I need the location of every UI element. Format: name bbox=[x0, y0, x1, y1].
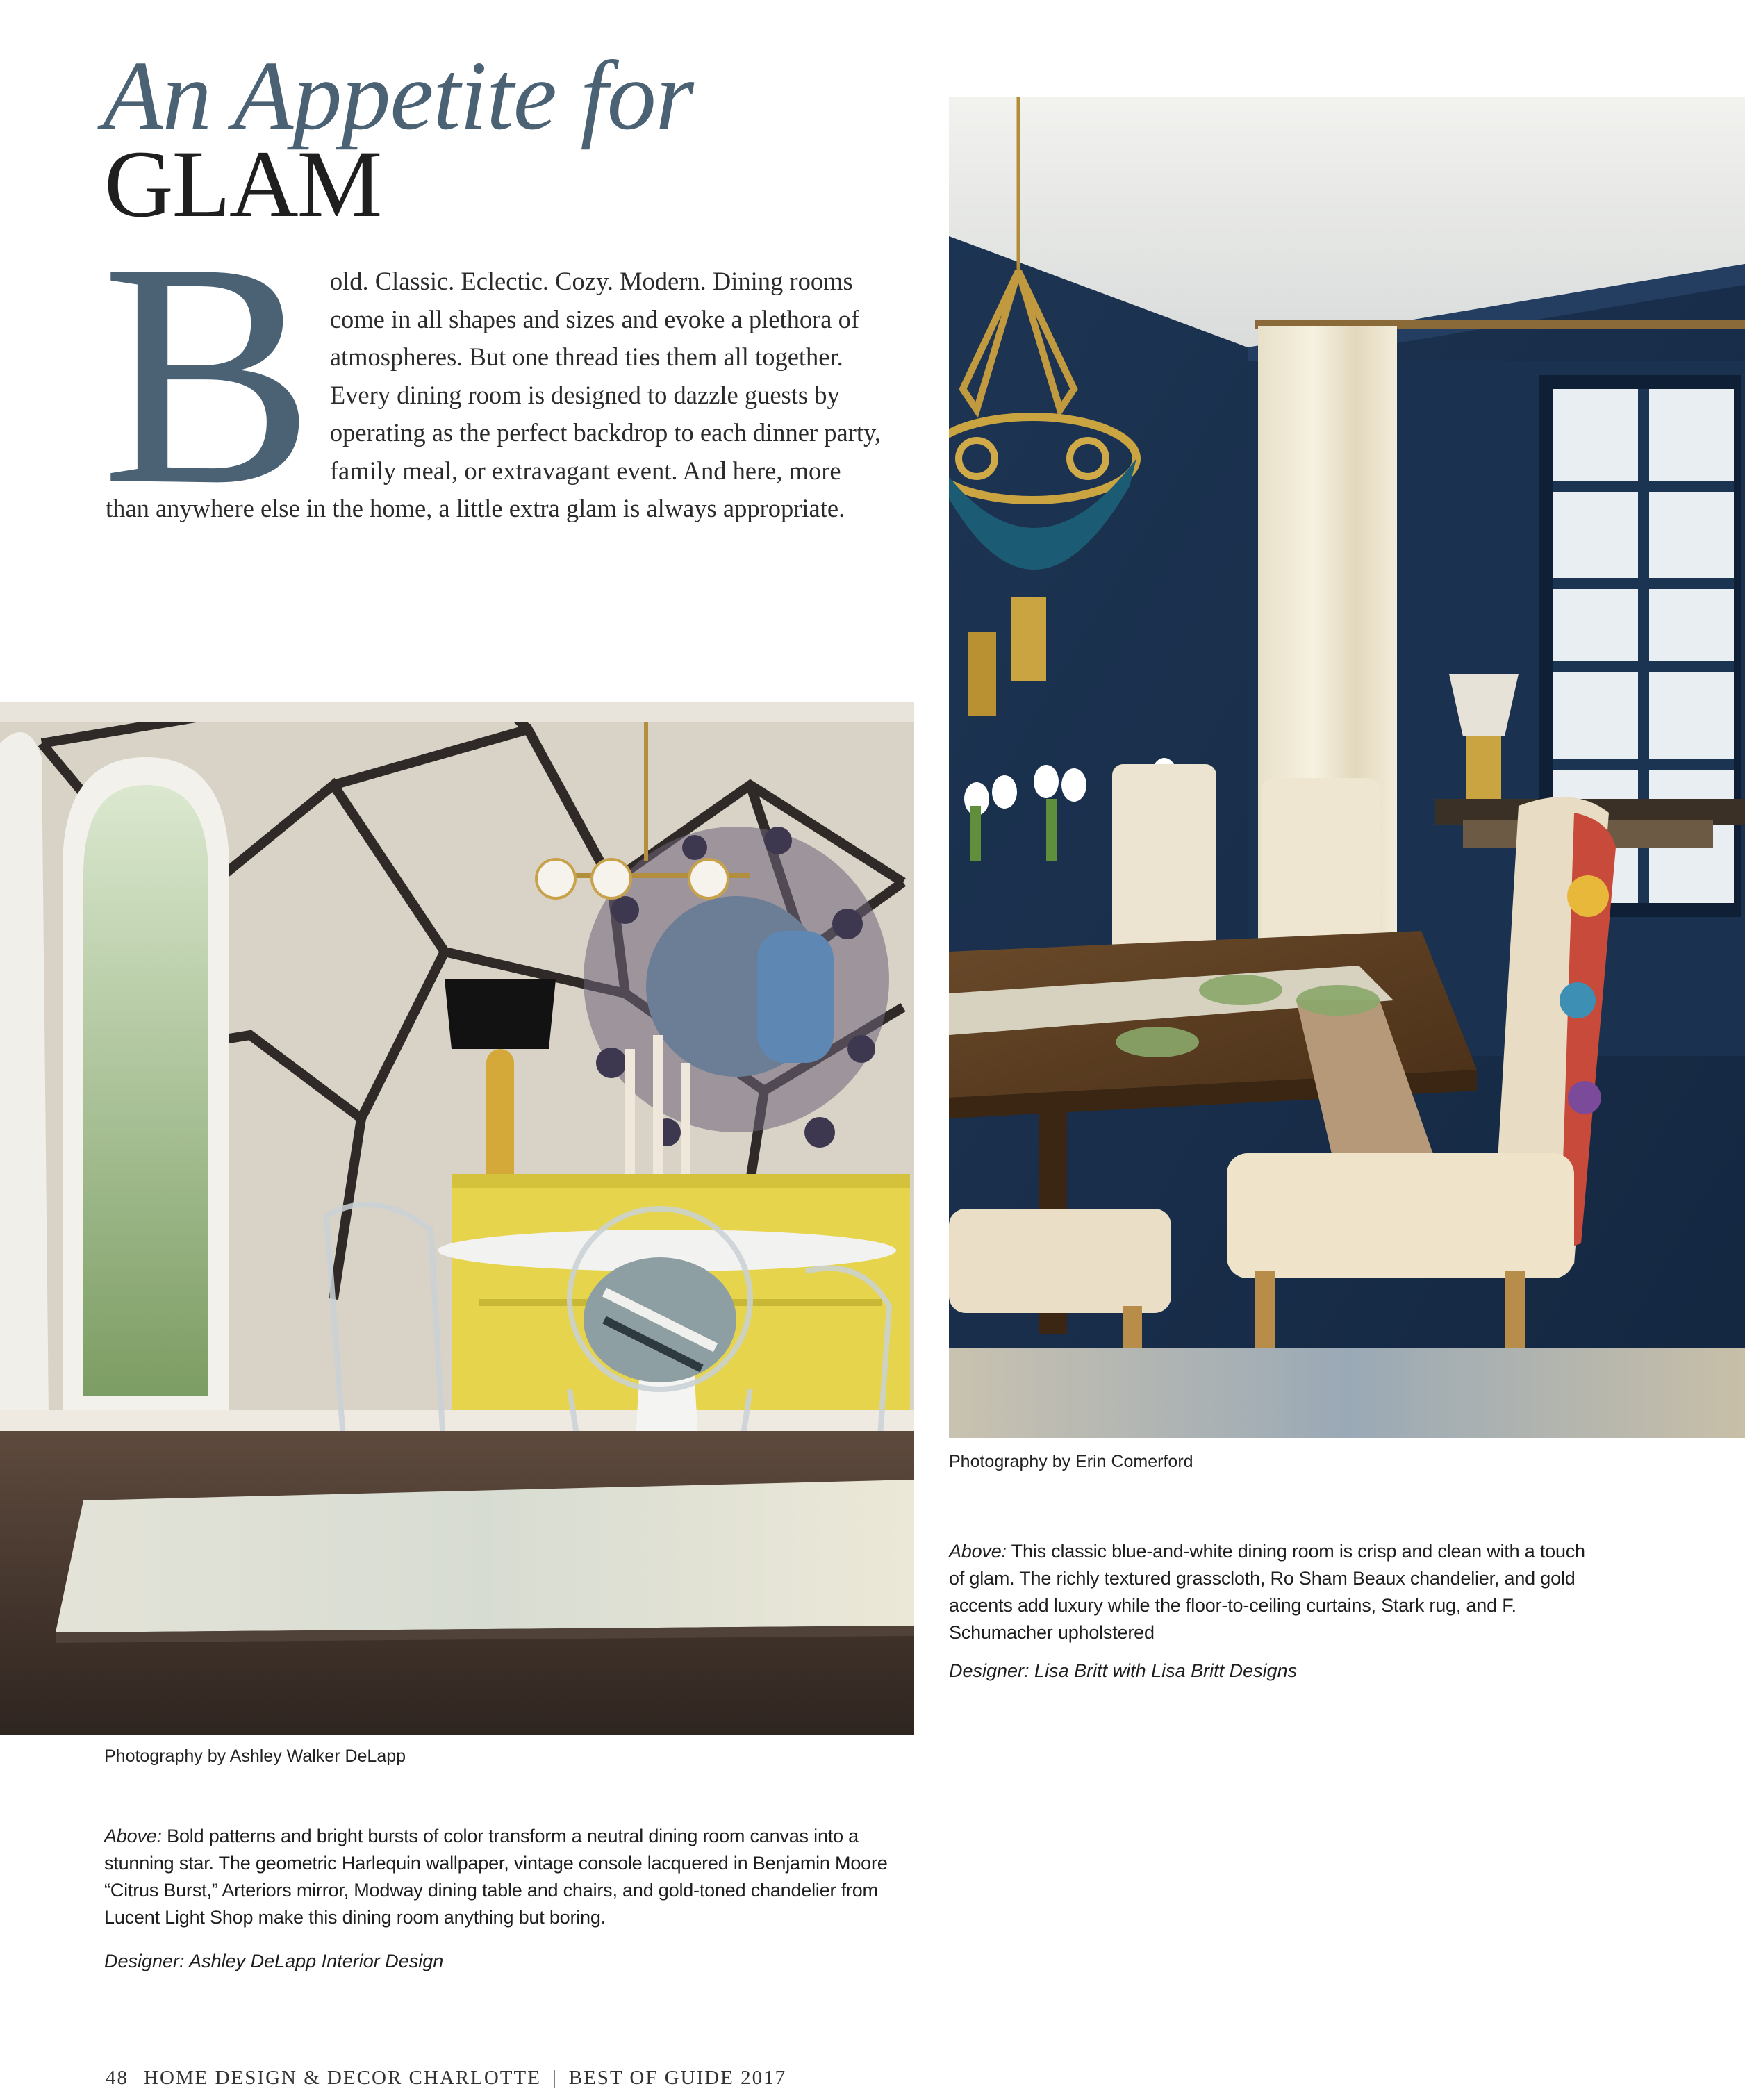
caption-text-right: This classic blue-and-white dining room is crisp and clean with a touch of glam. The richly textured grasscloth, Ro Sham Beaux chandelier, and gold accents add luxury while the floor-to-ceiling curtains, Stark rug, and F. Schumacher upholstered bbox=[949, 1541, 1585, 1643]
glam-dining-room-illustration bbox=[0, 702, 914, 1735]
designer-credit-right: Designer: Lisa Britt with Lisa Britt Designs bbox=[949, 1660, 1298, 1681]
photo-caption-right bbox=[949, 1538, 1602, 1646]
page-number: 48 bbox=[106, 2067, 129, 2089]
publication-name: HOME DESIGN & DECOR CHARLOTTE bbox=[144, 2067, 541, 2089]
photo-credit-left: Photography by Ashley Walker DeLapp bbox=[104, 1746, 406, 1766]
footer-separator: | bbox=[552, 2067, 558, 2089]
intro-text: old. Classic. Eclectic. Cozy. Modern. Dining rooms come in all shapes and sizes and evoke a plethora of atmospheres. But one thread ties them all together. Every dining room is designed to dazzle guests by operating as the perfect backdrop to each dinner party, family meal, or extravagant event. And here, more than anywhere else in the home, a little extra glam is always appropriate. bbox=[106, 267, 882, 522]
caption-lead-left: Above: bbox=[104, 1826, 162, 1846]
issue-name: BEST OF GUIDE 2017 bbox=[568, 2067, 787, 2089]
drop-cap: B bbox=[101, 197, 315, 551]
photo-credit-right: Photography by Erin Comerford bbox=[949, 1452, 1193, 1471]
intro-paragraph bbox=[101, 197, 884, 551]
photo-glam-dining-room bbox=[0, 702, 914, 1735]
article-title-line2: GLAM bbox=[104, 131, 381, 237]
caption-text-left: Bold patterns and bright bursts of color transform a neutral dining room canvas into a stunning star. The geometric Harlequin wallpaper, vintage console lacquered in Benjamin Moore “Citrus Burst,” Arteriors mirror, Modway dining table and chairs, and gold-toned chandelier from Lucent Light Shop make this dining room anything but boring. bbox=[104, 1826, 888, 1928]
article-title-line1: An Appetite for bbox=[103, 40, 694, 150]
caption-lead-right: Above: bbox=[949, 1541, 1007, 1562]
blue-dining-room-illustration bbox=[949, 97, 1745, 1438]
page-footer bbox=[106, 2067, 786, 2090]
photo-blue-dining-room bbox=[949, 97, 1745, 1438]
photo-caption-left bbox=[104, 1823, 903, 1931]
designer-credit-left: Designer: Ashley DeLapp Interior Design bbox=[104, 1951, 444, 1971]
